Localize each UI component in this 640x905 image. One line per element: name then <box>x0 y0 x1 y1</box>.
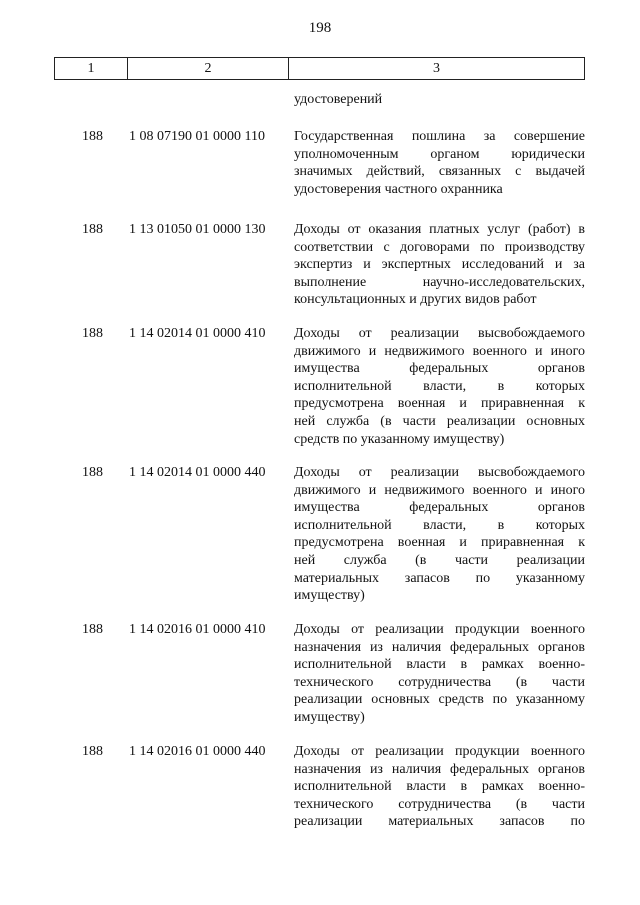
admin-code-cell: 188 <box>82 222 103 237</box>
description-line: технического сотрудничества (в части <box>294 674 585 690</box>
description-line: реализации материальных запасов по <box>294 814 585 830</box>
description-line: соответствии с договорами по производству <box>294 239 585 255</box>
revenue-description-cell <box>294 743 585 831</box>
page-number: 198 <box>308 20 332 36</box>
description-line: ней служба (в части реализации <box>294 552 585 568</box>
budget-classification-code-cell: 1 14 02016 01 0000 410 <box>129 622 266 637</box>
description-line: имущества федеральных органов <box>294 500 585 516</box>
admin-code-cell: 188 <box>82 326 103 341</box>
description-line: средств по указанному имуществу) <box>294 431 505 447</box>
description-line: движимого и недвижимого военного и иного <box>294 482 585 498</box>
budget-classification-code-cell: 1 13 01050 01 0000 130 <box>129 222 266 237</box>
description-line: Доходы от реализации высвобождаемого <box>294 326 585 341</box>
description-line: Доходы от реализации продукции военного <box>294 622 585 637</box>
revenue-description-cell <box>294 621 585 727</box>
description-line: Государственная пошлина за совершение <box>294 129 585 144</box>
description-line: материальных запасов по указанному <box>294 570 585 586</box>
description-line: технического сотрудничества (в части <box>294 796 585 812</box>
description-line: Доходы от реализации высвобождаемого <box>294 465 585 480</box>
budget-classification-code-cell: 1 14 02014 01 0000 410 <box>129 326 266 341</box>
admin-code-cell: 188 <box>82 622 103 637</box>
description-line: исполнительной власти, в которых <box>294 378 585 394</box>
description-line: удостоверения частного охранника <box>294 181 503 197</box>
description-line: уполномоченным органом юридически <box>294 146 585 162</box>
budget-classification-code-cell: 1 14 02014 01 0000 440 <box>129 465 266 480</box>
description-line: назначения из наличия федеральных органов <box>294 761 585 777</box>
description-line: реализации основных средств по указанному <box>294 692 585 708</box>
description-line: ней служба (в части реализации основных <box>294 413 585 429</box>
budget-classification-code-cell: 1 14 02016 01 0000 440 <box>129 744 266 759</box>
revenue-description-cell <box>294 325 585 448</box>
admin-code-cell: 188 <box>82 129 103 144</box>
admin-code-cell: 188 <box>82 744 103 759</box>
description-line: предусмотрена военная и приравненная к <box>294 535 585 551</box>
description-line: выполнение научно-исследовательских, <box>294 274 585 290</box>
revenue-description-cell <box>294 464 585 605</box>
description-line: Доходы от оказания платных услуг (работ) в <box>294 222 585 237</box>
revenue-description-cell <box>294 221 585 309</box>
description-line: консультационных и других видов работ <box>294 292 537 308</box>
description-line: предусмотрена военная и приравненная к <box>294 396 585 412</box>
description-line: движимого и недвижимого военного и иного <box>294 343 585 359</box>
header-col-1: 1 <box>55 58 128 79</box>
description-line: назначения из наличия федеральных органов <box>294 639 585 655</box>
revenue-description-cell <box>294 91 585 109</box>
description-line: исполнительной власти в рамках военно- <box>294 779 585 795</box>
header-col-2: 2 <box>128 58 289 79</box>
description-line: исполнительной власти в рамках военно- <box>294 657 585 673</box>
description-line: имуществу) <box>294 709 365 725</box>
table-header <box>54 57 585 80</box>
description-line: имущества федеральных органов <box>294 361 585 377</box>
budget-classification-code-cell: 1 08 07190 01 0000 110 <box>129 129 265 144</box>
revenue-description-cell <box>294 128 585 198</box>
description-line: удостоверений <box>294 92 383 107</box>
admin-code-cell: 188 <box>82 465 103 480</box>
description-line: экспертиз и экспертных исследований и за <box>294 257 585 273</box>
header-col-3: 3 <box>433 60 440 76</box>
description-line: Доходы от реализации продукции военного <box>294 744 585 759</box>
description-line: значимых действий, связанных с выдачей <box>294 164 585 180</box>
description-line: исполнительной власти, в которых <box>294 517 585 533</box>
description-line: имуществу) <box>294 588 365 604</box>
